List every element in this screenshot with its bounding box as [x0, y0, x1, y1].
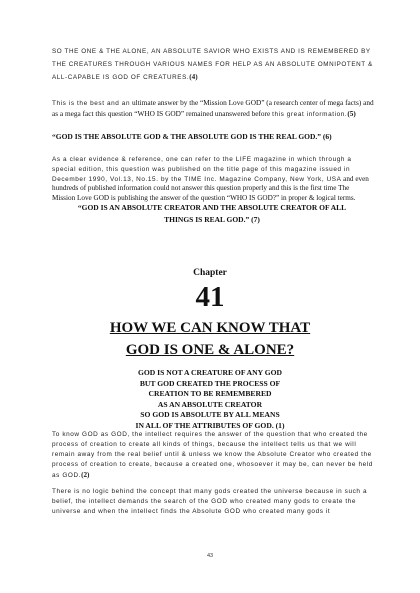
chapter-label: Chapter	[193, 268, 227, 278]
paragraph-know-god	[52, 430, 374, 481]
lead-line: IN ALL OF THE ATTRIBUTES OF GOD. (1)	[135, 420, 285, 430]
reference-number: (4)	[189, 73, 198, 81]
paragraph-text-a: As a clear evidence & reference, one can refer to the LIFE magazine in which through a special edition, this question was published on the title page of this magazine issued in December 1990, Vol.13, No.15. by the TIME Inc. Magazine Company, New York, USA	[52, 156, 352, 183]
chapter-title-line-2: GOD IS ONE & ALONE?	[125, 342, 295, 358]
chapter-title	[0, 317, 420, 361]
chapter-lead	[70, 368, 350, 432]
chapter-number: 41	[195, 281, 225, 313]
page-number: 43	[206, 553, 214, 559]
quote-absolute-creator: “GOD IS AN ABSOLUTE CREATOR AND THE ABSOLUTE CREATOR OF ALL THINGS IS REAL GOD.” (7)	[77, 203, 347, 224]
paragraph-text: To know GOD as GOD, the intellect requires the answer of the question that who created the process of creation to create all kinds of things, because the intellect tells us that we will remain away from the real belief until & unless we know the Absolute Creator who created the process of creation to create, because a created one, whosoever it may be, can never be held as GOD.	[52, 431, 373, 479]
paragraph-text: SO THE ONE & THE ALONE, AN ABSOLUTE SAVIOR WHO EXISTS AND IS REMEMBERED BY THE CREATURES THROUGH VARIOUS NAMES FOR HELP AS AN ABSOLUTE OMNIPOTENT & ALL-CAPABLE IS GOD OF CREATURES.	[52, 48, 373, 81]
lead-line: GOD IS NOT A CREATURE OF ANY GOD	[137, 368, 283, 377]
paragraph-text-c: this great information.	[272, 111, 348, 118]
paragraph-text-a: This is the best and an	[52, 100, 131, 107]
lead-line: CREATION TO BE REMEMBERED	[148, 389, 272, 399]
paragraph-text-b: ultimate answer by the “Mission Love GOD” (a research center of mega facts) and as a mega fact this question “WHO IS GOD” remained unanswered before	[52, 98, 374, 118]
paragraph-evidence	[52, 155, 374, 204]
chapter-title-line-1: HOW WE CAN KNOW THAT	[109, 320, 311, 336]
paragraph-savior	[52, 46, 374, 85]
quote-absolute-god: “GOD IS THE ABSOLUTE GOD & THE ABSOLUTE GOD IS THE REAL GOD.” (6)	[52, 132, 332, 141]
lead-line: BUT GOD CREATED THE PROCESS OF	[139, 378, 281, 388]
paragraph-text-b: and even hundreds of published information could not answer this question properly and this is the first time The Mission Love GOD is publishing the answer of the question “WHO IS GOD?” in proper & logical terms.	[52, 174, 369, 203]
paragraph-answer	[52, 98, 374, 120]
paragraph-many-gods: There is no logic behind the concept that many gods created the universe because in such a belief, the intellect demands the search of the GOD who created many gods to create the universe and when the intellect finds the Absolute GOD who created many gods it	[52, 488, 368, 515]
lead-line: AS AN ABSOLUTE CREATOR	[157, 399, 263, 409]
lead-line: SO GOD IS ABSOLUTE BY ALL MEANS	[140, 410, 280, 420]
reference-number: (5)	[347, 110, 356, 118]
reference-number: (2)	[81, 471, 90, 479]
